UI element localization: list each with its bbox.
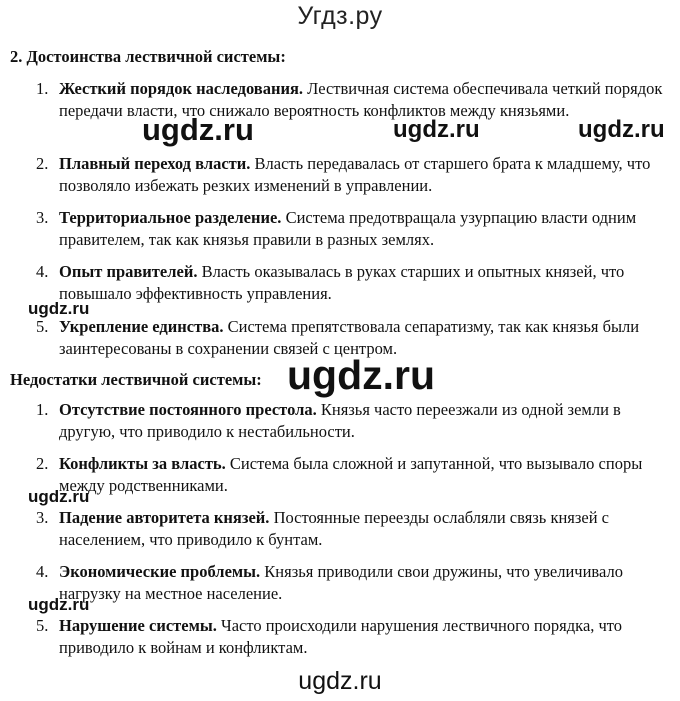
- item-term: Падение авторитета князей.: [59, 508, 270, 527]
- list-item: [36, 507, 676, 551]
- item-text: Князья приводили свои дружины, что увеличивало нагрузку на местное население.: [59, 562, 623, 603]
- item-number: 5.: [36, 616, 49, 635]
- item-text: Часто происходили нарушения лествичного порядка, что приводило к войнам и конфликтам.: [59, 616, 623, 657]
- item-number: 2.: [36, 454, 49, 473]
- item-text: Система была сложной и запутанной, что вызывало споры между родственниками.: [59, 454, 643, 495]
- item-number: 1.: [36, 400, 49, 419]
- item-text: Власть оказывалась в руках старших и опытных князей, что повышало эффективность управления.: [59, 262, 625, 303]
- item-term: Конфликты за власть.: [59, 454, 226, 473]
- site-title: Угдз.ру: [297, 2, 383, 30]
- item-term: Территориальное разделение.: [59, 208, 282, 227]
- section-heading-advantages: 2. Достоинства лествичной системы:: [10, 47, 286, 66]
- section-heading-disadvantages: Недостатки лествичной системы:: [10, 370, 262, 389]
- item-number: 4.: [36, 262, 49, 281]
- watermark: ugdz.ru: [28, 299, 90, 318]
- item-number: 5.: [36, 317, 49, 336]
- list-item: [36, 615, 676, 659]
- item-text: Постоянные переезды ослабляли связь князей с населением, что приводило к бунтам.: [59, 508, 610, 549]
- item-text: Власть передавалась от старшего брата к младшему, что позволяло избежать резких изменений в управлении.: [59, 154, 651, 195]
- item-number: 1.: [36, 79, 49, 98]
- item-text: Лествичная система обеспечивала четкий порядок передачи власти, что снижало вероятность конфликтов между князьями.: [59, 79, 663, 120]
- footer-watermark: ugdz.ru: [298, 667, 382, 695]
- item-term: Отсутствие постоянного престола.: [59, 400, 317, 419]
- item-number: 3.: [36, 508, 49, 527]
- watermark: ugdz.ru: [578, 116, 665, 143]
- item-term: Опыт правителей.: [59, 262, 198, 281]
- item-number: 4.: [36, 562, 49, 581]
- list-item: [36, 207, 676, 251]
- item-term: Экономические проблемы.: [59, 562, 261, 581]
- item-term: Плавный переход власти.: [59, 154, 251, 173]
- item-text: Князья часто переезжали из одной земли в другую, что приводило к нестабильности.: [59, 400, 621, 441]
- item-number: 3.: [36, 208, 49, 227]
- watermark: ugdz.ru: [142, 112, 254, 147]
- list-item: [36, 261, 676, 305]
- item-number: 2.: [36, 154, 49, 173]
- item-term: Укрепление единства.: [59, 317, 224, 336]
- list-item: [36, 561, 676, 605]
- item-term: Жесткий порядок наследования.: [59, 79, 304, 98]
- watermark: ugdz.ru: [287, 352, 436, 398]
- watermark: ugdz.ru: [28, 595, 90, 614]
- item-term: Нарушение системы.: [59, 616, 217, 635]
- list-item: [36, 453, 676, 497]
- watermark: ugdz.ru: [393, 116, 480, 143]
- list-item: [36, 399, 676, 443]
- list-item: [36, 153, 676, 197]
- item-text: Система предотвращала узурпацию власти одним правителем, так как князья правили в разных землях.: [59, 208, 637, 249]
- item-text: Система препятствовала сепаратизму, так как князья были заинтересованы в сохранении связей с центром.: [59, 317, 640, 358]
- watermark: ugdz.ru: [28, 487, 90, 506]
